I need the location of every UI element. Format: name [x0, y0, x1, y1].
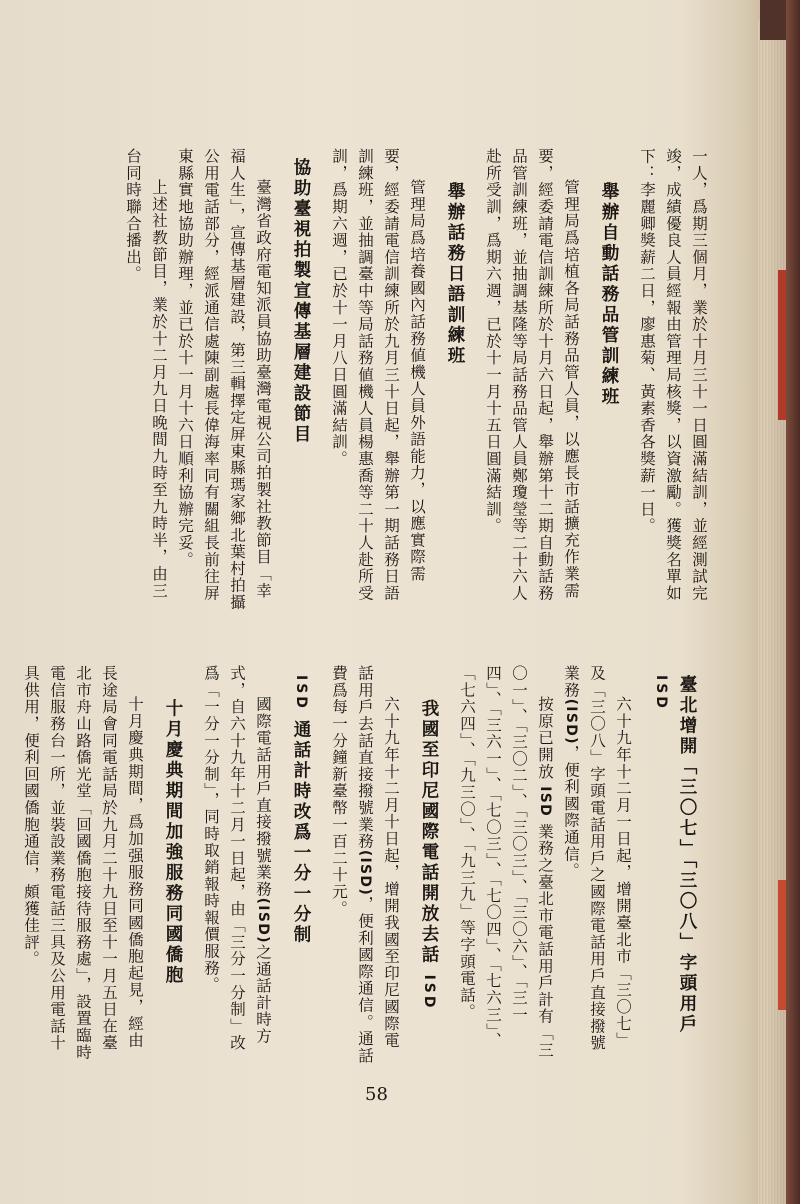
page-number: 58 — [365, 1084, 388, 1105]
paragraph: 六十九年十二月一日起，增開臺北市「三〇七」及「三〇八」字頭電話用戶之國際電話用戶直接撥號業務(ISD)，便利國際通信。 — [562, 665, 632, 1052]
paragraph: 一人，爲期三個月，業於十月三十一日圓滿結訓，並經測試完竣，成績優良人員經報由管理局核獎，以資激勵。獲獎名單如下：李麗卿獎薪二日，廖惠菊、黃素香各獎薪一日。 — [638, 148, 708, 602]
paragraph: 管理局爲培植各局話務品管人員，以應長市話擴充作業需要，經委請電信訓練所於十月六日起，舉辦第十二期自動話務品管訓練班，並抽調基隆等局話務品管人員鄭瓊瑩等二十六人赴所受訓，爲期六週，已於十一月十五日圓滿結訓。 — [484, 148, 580, 602]
paragraph: 按原已開放 ISD 業務之臺北市電話用戶計有「三〇一」、「三〇二」、「三〇三」、「三〇六」、「三一四」、「三六一」、「七〇三」、「七〇四」、「七六三」、「七六四」、「九三〇」、「九三九」等字頭電話。 — [458, 665, 554, 1059]
paragraph: 上述社教節目，業於十二月九日晚間九時至九時半，由三台同時聯合播出。 — [124, 148, 168, 599]
bookmark-tab — [778, 270, 786, 420]
section-heading: 十月慶典期間加強服務同國僑胞 — [163, 699, 183, 986]
book-cover-edge — [786, 0, 800, 1204]
paragraph: 國際電話用戶直接撥號業務(ISD)之通話計時方式，自六十九年十二月一日起，由「三分一分制」改爲「一分一分制」，同時取銷報時報價服務。 — [202, 665, 272, 1052]
bleed-through-text — [720, 60, 740, 132]
paragraph: 管理局爲培養國內話務値機人員外語能力，以應實際需要，經委請電信訓練所於九月三十日起，舉辦第一期話務日語訓練班，並抽調臺中等局話務値機人員楊惠喬等二十人赴所受訓，爲期六週，已於十一月八日圓滿結訓。 — [330, 148, 426, 602]
section-heading: 協助臺視拍製宣傳基層建設節目 — [291, 158, 311, 445]
section-heading: ISD 通話計時改爲一分一分制 — [291, 675, 311, 946]
bookmark-tab — [778, 880, 786, 1010]
section-heading: 臺北增開「三〇七」「三〇八」字頭用戶 ISD — [653, 675, 697, 1036]
lower-text-block — [18, 665, 712, 1065]
upper-text-block — [120, 148, 712, 613]
paragraph: 十月慶典期間，爲加强服務同國僑胞起見，經由長途局會同電話局於九月二十九日至十一月五日在臺北市舟山路僑光堂「回國僑胞接待服務處」，設置臨時電信服務台一所，並裝設業務電話三具及公用電話十具供用，便利回國僑胞通信，頗獲佳評。 — [22, 665, 144, 1061]
section-heading: 舉辦話務日語訓練班 — [445, 182, 465, 367]
section-heading: 舉辦自動話務品管訓練班 — [599, 182, 619, 408]
section-heading: 我國至印尼國際電話開放去話 ISD — [419, 699, 439, 1011]
paragraph: 臺灣省政府電知派員協助臺灣電視公司拍製社教節目「幸福人生」，宣傳基層建設，第三輯擇定屏東縣瑪家鄉北葉村拍攝公用電話部分，經派通信處陳副處長偉海率同有關組長前往屏東縣實地協助辦理，並已於十一月十六日順利協辦完妥。 — [176, 148, 272, 611]
paragraph: 六十九年十二月十日起，增開我國至印尼國際電話用戶去話直接撥號業務(ISD)，便利國際通信。通話費爲每一分鐘新臺幣一百二十元。 — [330, 665, 400, 1065]
